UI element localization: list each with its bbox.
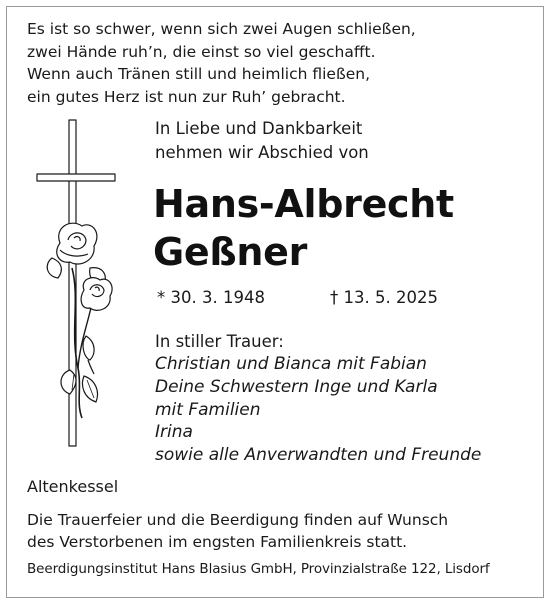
poem-line: zwei Hände ruh’n, die einst so viel geschafft. — [27, 42, 376, 61]
poem — [27, 18, 527, 108]
mourner-line: Irina — [155, 422, 193, 443]
poem-line: ein gutes Herz ist nun zur Ruh’ gebracht. — [27, 87, 346, 106]
poem-line: Es ist so schwer, wenn sich zwei Augen schließen, — [27, 20, 416, 38]
mourner-line: sowie alle Anverwandten und Freunde — [155, 445, 482, 466]
funeral-home-footer: Beerdigungsinstitut Hans Blasius GmbH, Provinzialstraße 122, Lisdorf — [27, 561, 490, 577]
notice-line: Die Trauerfeier und die Beerdigung finden auf Wunsch — [27, 511, 449, 529]
place-name: Altenkessel — [27, 477, 119, 496]
intro-line: In Liebe und Dankbarkeit — [155, 119, 363, 138]
rose-bud — [83, 336, 94, 360]
mourner-line: Deine Schwestern Inge und Karla — [155, 376, 438, 397]
mourner-line: mit Familien — [155, 399, 261, 420]
life-dates — [157, 287, 438, 309]
cross-with-roses-icon — [30, 118, 120, 448]
funeral-notice — [27, 509, 448, 553]
rose-upper — [57, 223, 97, 264]
intro-line: nehmen wir Abschied von — [155, 143, 369, 162]
rose-lower — [81, 278, 112, 311]
intro-text — [155, 117, 369, 165]
deceased-last-name: Geßner — [153, 230, 308, 274]
mourners-list — [155, 353, 481, 467]
rose-leaf — [47, 258, 61, 278]
mourners-label: In stiller Trauer: — [155, 332, 284, 351]
death-date: † 13. 5. 2025 — [330, 288, 438, 307]
deceased-first-name: Hans-Albrecht — [153, 182, 454, 226]
rose-leaf — [83, 376, 98, 402]
mourner-line: Christian und Bianca mit Fabian — [155, 354, 427, 374]
notice-line: des Verstorbenen im engsten Familienkreis statt. — [27, 533, 408, 551]
deceased-name — [153, 180, 454, 276]
cross-horizontal-beam — [37, 174, 115, 181]
poem-line: Wenn auch Tränen still und heimlich fließen, — [27, 65, 371, 83]
birth-date: * 30. 3. 1948 — [157, 288, 265, 307]
